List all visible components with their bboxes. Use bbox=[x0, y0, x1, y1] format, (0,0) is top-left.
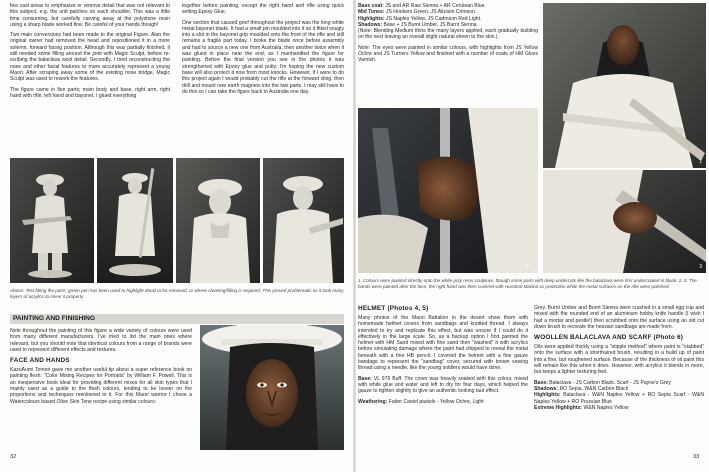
label: Weathering: bbox=[358, 398, 388, 405]
value: JS Naples Yellow, JS Cadmium Red Light. bbox=[386, 15, 482, 22]
label: Shadows: bbox=[534, 385, 559, 392]
test-fit-photo-2 bbox=[97, 158, 173, 283]
face-text: KazuAumi Tomori gave me another useful tip about a super reference book on painting flesh: "Color Mixing Recipes for Portraits" by William F. Powell. This is an inexpensive book ideal for providing different mixes for all skin types that I mainly used as a guide to the flesh colours, tending to be looser on the proportions and techniques mentioned in it. For this Maori warrior I chose a Watercolours based Olive Skin Tone recipe using similar colours: bbox=[10, 367, 192, 405]
left-col2 bbox=[182, 3, 344, 99]
hands-photo-3 bbox=[543, 170, 706, 273]
label: Base: bbox=[534, 379, 548, 386]
label: Shadows: bbox=[358, 21, 383, 28]
eyes-note: Note: The eyes were painted in similar colours, with highlights from JS Yellow Ochre and JS Turners Yellow and finished with a number of coats of HM Gloss Varnish. bbox=[358, 44, 538, 64]
face-closeup-photo bbox=[200, 325, 344, 450]
face-heading: FACE AND HANDS bbox=[10, 357, 70, 365]
page-number-right: 33 bbox=[693, 454, 700, 460]
weathering-line bbox=[358, 399, 528, 405]
left-col1 bbox=[10, 3, 170, 103]
right-col1-bottom bbox=[358, 305, 528, 409]
label: Base coat: bbox=[358, 3, 384, 9]
right-col2-bottom bbox=[534, 305, 704, 411]
figure-photo-1 bbox=[543, 3, 706, 168]
painting-column bbox=[10, 328, 192, 409]
paragraph: One section that caused grief throughout the project was the long white metal bayonet blade. It had a small pin moulded into it so it fitted snugly into a slot in the bayonet grip moulded onto the front of the rifle and still remains a fragile part today. I broke the blade once before assembly and had to source a new one from Australia, then another twice when it was glued in place near the end, as I manhandled the figure for painting. Before the final version you see in the photos it was strengthened with Epoxy glue and putty. I'm hoping the new custom base will also protect it now from most knocks. However, if I were to do this project again I would probably cut the rifle at the forward sling, then drill and mount rare earth magnets into the two parts. I may still have to do this so I can take the figure back to Australia one day. bbox=[182, 19, 344, 95]
helmet-heading: HELMET (Photos 4, 5) bbox=[358, 305, 429, 312]
value: VL 976 Buff. The cover was heavily soaked with this colour, mixed with white glue and water and left to dry for four days, which helped the gauze to tighten slightly to give an authentic looking taut effect. bbox=[358, 375, 528, 395]
label: Mid Tones: bbox=[358, 9, 385, 16]
section-intro: Note throughout the painting of this figure a wide variety of colours were used from many different manufacturers. I've tried to list the main ones where relevant, but you should note that identical colours from a range of brands were used to represent different effects and textures. bbox=[10, 328, 192, 353]
hands-caption: 1. Colours were painted directly onto the white poly resin sculpture, though some parts with deep undercuts like the balaclava were first undercoated in black. 2, 3. The hands were painted after the face; the right hand was then covered with Humbrol Maskol as protection while the metal surfaces on the rifle were polished. bbox=[358, 278, 697, 289]
label: Highlights: bbox=[358, 15, 385, 22]
test-fit-photo-4 bbox=[263, 158, 344, 283]
label: Extreme Highlights: bbox=[534, 404, 583, 411]
value: Balaclava - JS Carbon Black. Scarf - JS Payne's Grey bbox=[549, 379, 671, 386]
test-fit-caption: Above: Test fitting the parts; green pen has been used to highlight detail to be removed, or where cleaning/filling is required. This proved problematic as it took many layers of acrylics to cover it properly. bbox=[10, 288, 344, 299]
wool-extreme-line bbox=[534, 405, 704, 411]
section-banner-title: PAINTING AND FINISHING bbox=[13, 315, 96, 322]
helmet-text: Many photos of the Maori Battalion in the desert show them with homemade helmet covers from sandbags and knotted thread. I always intended to try and replicate this effect, but was unsure if I could do it effectively in the large scale. So, as a backup option I first painted the helmet with HM Sand mixed with fine sand then "washed" it with acrylics before simulating damage where the paint had chipped to reveal the metal beneath with a fine HB pencil. I covered the helmet with a fine gauze bandage to represent the "sandbag" cover, secured with brown sewing thread using a needle, like the young soldiers would have done. bbox=[358, 315, 528, 372]
photo-number: 3 bbox=[699, 264, 702, 270]
wool-high-line bbox=[534, 392, 704, 405]
label: Highlights: bbox=[534, 392, 561, 399]
paragraph: Two main conversions had been made to the original Figure. Alan the original owner had removed the head and repositioned it in a more solemn, forward facing position. Although this was partially finished, it still needed some filling around the joint with Magic Sculpt, before re-scribing the balaclava wool detail. Secondly, I tried reconstructing the nose and other facial features to more accurately represent a young Maori. After scraping away some of the existing nose bridge, Magic Sculpt was used to rework the features. bbox=[10, 32, 170, 83]
right-page bbox=[356, 0, 709, 472]
value: JS and AR Raw Sienna + AR Cerulean Blue. bbox=[385, 3, 486, 9]
value: Faber Castel pastels - Yellow Ochre, Light bbox=[388, 398, 484, 405]
value: W&N Naples Yellow bbox=[583, 404, 629, 411]
paragraph: The figure came in five parts; main body and base, right arm, right hand with rifle, left hand and bayonet. I glued everything bbox=[10, 86, 170, 99]
blend-note: (Note: Blending Medium thins the many layers applied, each gradually building on the next leaving an overall slight natural sheen to the skin.) bbox=[358, 28, 538, 41]
section-banner bbox=[10, 314, 344, 324]
value: Base + JS Burnt Umber, JS Burnt Sienna. bbox=[383, 21, 478, 28]
right-col1-top bbox=[358, 3, 538, 68]
value: Balaclava - W&N Naples Yellow + RO Sepia Scarf - W&N Naples Yellow + RO Prussian Blue bbox=[534, 392, 704, 405]
paragraph: together before painting, except the right hand and rifle using quick setting Epoxy Glue. bbox=[182, 3, 344, 16]
wool-text: Oils were applied thickly using a "stipple method" where paint is "stabbed" onto the surface with a shorthaired brush, resulting in a build up of paint into a fine, but roughened surface. Because of the thickness of oil paint this will remain like this when it dries. However, with acrylics it blends in more, but keeps a lighter texturing feel. bbox=[534, 344, 704, 376]
value: RO Sepia, W&N Carbon Black bbox=[559, 385, 629, 392]
photo-number: 1 bbox=[699, 159, 702, 165]
weathering-continued: Grey, Burnt Umber and Burnt Sienna were crushed in a small egg cup and mixed with the rounded end of an aluminium hobby knife handle (I wish I had a mortar and pestle!) then scrubbed onto the surface using an old cut down brush to recreate the hessian sandbags are made from. bbox=[534, 305, 704, 330]
paragraph: few cast areas to emphasize or remove detail that was not relevant to this subject, e.g. the unit patches on each shoulder. This was a little time consuming, but carefully carving away at the polystone resin using a sharp blade worked fine. Be careful of your hands though! bbox=[10, 3, 170, 28]
photo-number: 2 bbox=[526, 264, 529, 270]
label: Base: bbox=[358, 375, 372, 382]
hands-photo-2 bbox=[358, 108, 538, 273]
helmet-base-line bbox=[358, 376, 528, 395]
wool-heading: WOOLLEN BALACLAVA AND SCARF (Photo 6) bbox=[534, 334, 684, 342]
test-fit-photo-1 bbox=[10, 158, 94, 283]
page-number-left: 32 bbox=[10, 454, 17, 460]
value: JS Hookers Green, JS Alizarin Crimson. bbox=[385, 9, 477, 16]
left-page bbox=[0, 0, 353, 472]
test-fit-photo-3 bbox=[176, 158, 260, 283]
